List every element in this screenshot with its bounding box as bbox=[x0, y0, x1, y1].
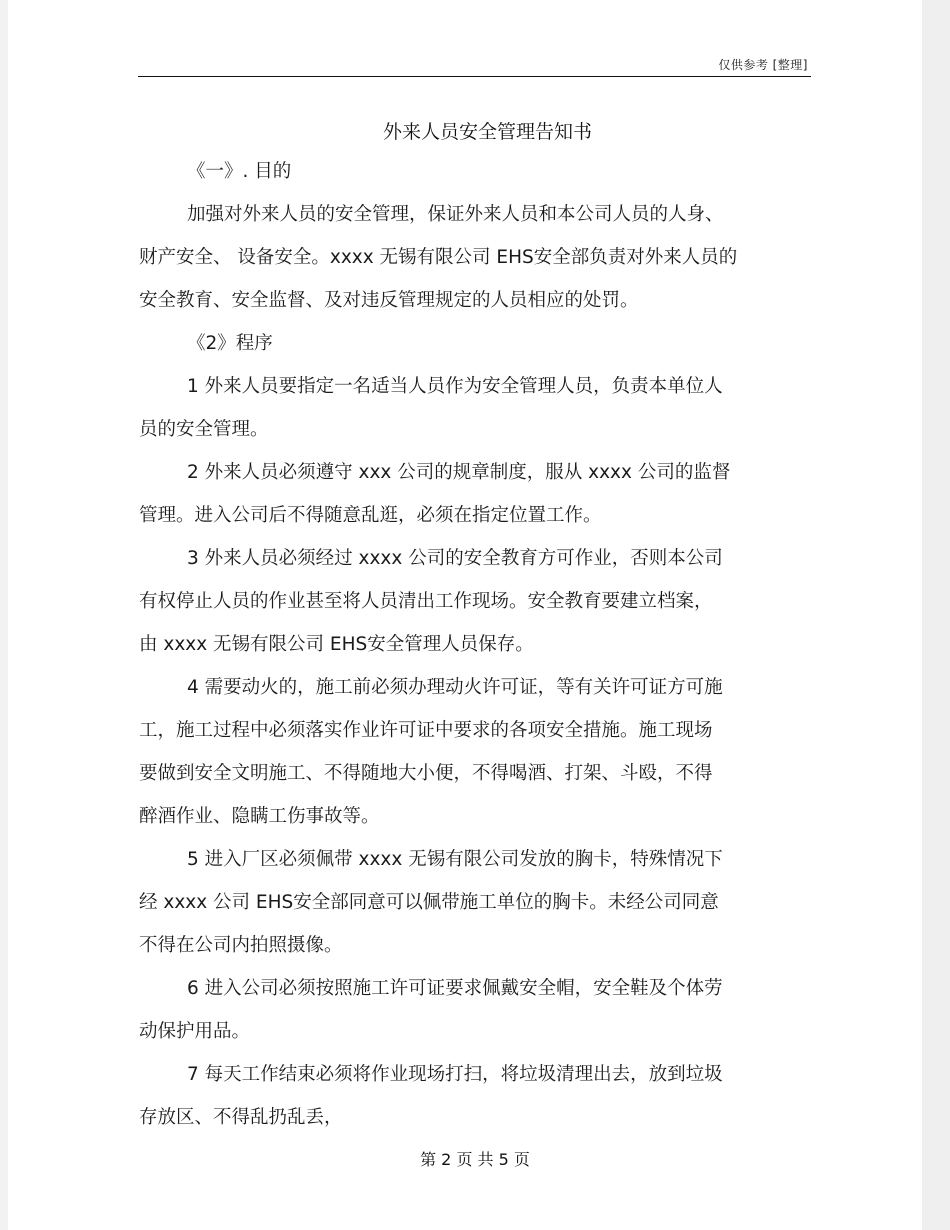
body-line: 1 外来人员要指定一名适当人员作为安全管理人员，负责本单位人 bbox=[187, 376, 723, 397]
header-rule bbox=[138, 76, 811, 77]
body-line: 醉酒作业、隐瞒工伤事故等。 bbox=[139, 806, 380, 827]
body-line: 3 外来人员必须经过 xxxx 公司的安全教育方可作业，否则本公司 bbox=[187, 548, 723, 569]
body-line: 不得在公司内拍照摄像。 bbox=[139, 935, 343, 956]
body-line: 加强对外来人员的安全管理，保证外来人员和本公司人员的人身、 bbox=[187, 204, 724, 225]
document-title: 外来人员安全管理告知书 bbox=[382, 121, 592, 143]
body-line: 管理。进入公司后不得随意乱逛，必须在指定位置工作。 bbox=[139, 505, 602, 526]
body-line: 经 xxxx 公司 EHS安全部同意可以佩带施工单位的胸卡。未经公司同意 bbox=[139, 892, 719, 913]
page-left-margin bbox=[0, 0, 8, 1230]
body-line: 由 xxxx 无锡有限公司 EHS安全管理人员保存。 bbox=[139, 634, 534, 655]
body-line: 存放区、不得乱扔乱丢， bbox=[139, 1107, 343, 1128]
body-line: 有权停止人员的作业甚至将人员清出工作现场。安全教育要建立档案， bbox=[139, 591, 713, 612]
document-body bbox=[139, 150, 799, 1139]
body-line: 员的安全管理。 bbox=[139, 419, 269, 440]
body-line: 《一》. 目的 bbox=[187, 161, 292, 182]
body-line: 《2》程序 bbox=[187, 333, 273, 354]
body-line: 动保护用品。 bbox=[139, 1021, 251, 1042]
body-line: 4 需要动火的，施工前必须办理动火许可证，等有关许可证方可施 bbox=[187, 677, 723, 698]
body-line: 7 每天工作结束必须将作业现场打扫，将垃圾清理出去，放到垃圾 bbox=[187, 1064, 723, 1085]
body-line: 要做到安全文明施工、不得随地大小便，不得喝酒、打架、斗殴，不得 bbox=[139, 763, 713, 784]
body-line: 5 进入厂区必须佩带 xxxx 无锡有限公司发放的胸卡，特殊情况下 bbox=[187, 849, 723, 870]
page-right-margin bbox=[922, 0, 950, 1230]
body-line: 安全教育、安全监督、及对违反管理规定的人员相应的处罚。 bbox=[139, 290, 639, 311]
page-number-footer: 第 2 页 共 5 页 bbox=[420, 1150, 530, 1169]
body-line: 2 外来人员必须遵守 xxx 公司的规章制度，服从 xxxx 公司的监督 bbox=[187, 462, 731, 483]
header-note: 仅供参考 [整理] bbox=[718, 58, 808, 72]
body-line: 6 进入公司必须按照施工许可证要求佩戴安全帽，安全鞋及个体劳 bbox=[187, 978, 723, 999]
body-line: 工，施工过程中必须落实作业许可证中要求的各项安全措施。施工现场 bbox=[139, 720, 713, 741]
body-line: 财产安全、 设备安全。xxxx 无锡有限公司 EHS安全部负责对外来人员的 bbox=[139, 247, 738, 268]
